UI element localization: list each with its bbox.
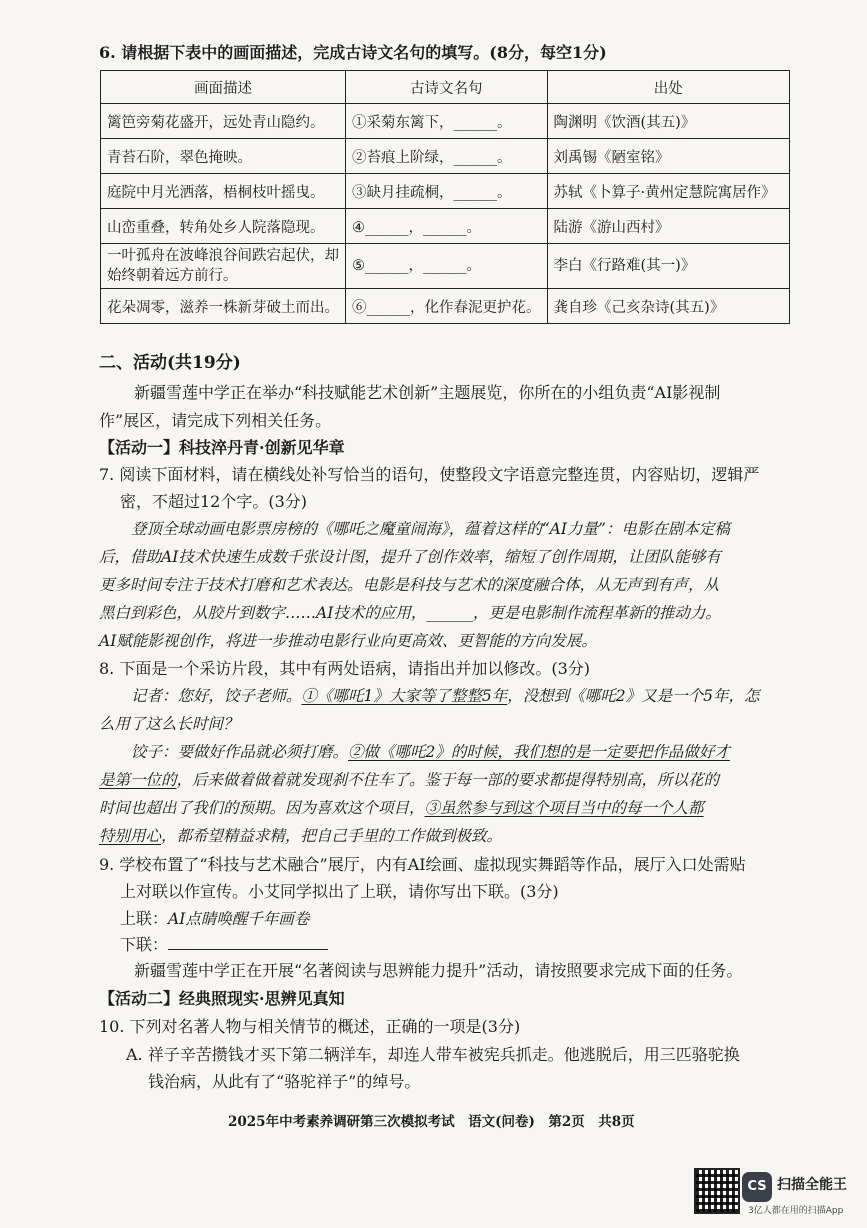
q8-dialogue: 么用了这么长时间？ xyxy=(99,715,239,733)
q8-dialogue xyxy=(131,740,730,762)
scene-cell: 山峦重叠，转角处乡人院落隐现。 xyxy=(101,209,346,244)
q7-passage: 更多时间专注于技术打磨和艺术表达。电影是科技与艺术的深度融合体，从无声到有声，从 xyxy=(99,576,720,594)
poem-cell: ①采菊东篱下，______。 xyxy=(346,104,548,139)
error-sentence-3-cont: 特别用心 xyxy=(99,827,162,845)
source-cell: 苏轼《卜算子·黄州定慧院寓居作》 xyxy=(547,174,790,209)
dialogue-text: ，都希望精益求精，把自己手里的工作做到极致。 xyxy=(161,827,503,845)
table-row xyxy=(101,174,790,209)
table-row xyxy=(101,289,790,324)
dialogue-text: 记者：您好，饺子老师。 xyxy=(131,687,302,705)
q7-title: 密，不超过12个字。(3分) xyxy=(120,492,308,511)
error-sentence-2: ②做《哪吒2》的时候，我们想的是一定要把作品做好才 xyxy=(348,743,730,761)
error-sentence-3: ③虽然参与到这个项目当中的每一个人都 xyxy=(424,799,704,817)
q8-dialogue xyxy=(99,768,719,790)
intro-text: 作”展区，请完成下列相关任务。 xyxy=(99,411,332,430)
scene-cell: 庭院中月光洒落，梧桐枝叶摇曳。 xyxy=(101,174,346,209)
scanner-name: 扫描全能王 xyxy=(777,1177,847,1193)
q10-title: 10. 下列对名著人物与相关情节的概述，正确的一项是(3分) xyxy=(99,1017,521,1036)
poem-cell: ④______，______。 xyxy=(346,209,548,244)
table-row xyxy=(101,244,790,289)
poem-cell: ⑤______，______。 xyxy=(346,244,548,289)
couplet-text: AI点睛唤醒千年画卷 xyxy=(168,910,310,928)
q7-passage: 后，借助AI技术快速生成数千张设计图，提升了创作效率，缩短了创作周期，让团队能够有 xyxy=(99,548,721,566)
q8-title: 8. 下面是一个采访片段，其中有两处语病，请指出并加以修改。(3分) xyxy=(99,659,591,678)
error-sentence-1: ①《哪吒1》大家等了整整5年 xyxy=(301,687,508,705)
answer-blank[interactable] xyxy=(168,935,328,950)
qr-code-icon xyxy=(694,1168,740,1214)
activity-heading: 【活动二】经典照现实·思辨见真知 xyxy=(99,989,345,1008)
dialogue-text: ，后来做着做着就发现刹不住车了。鉴于每一部的要求都提得特别高，所以花的 xyxy=(176,771,720,789)
q9-title: 9. 学校布置了“科技与艺术融合”展厅，内有AI绘画、虚拟现实舞蹈等作品，展厅入口处需贴 xyxy=(99,855,746,874)
poem-table xyxy=(100,70,790,324)
q7-passage: 黑白到彩色，从胶片到数字……AI技术的应用，______，更是电影制作流程革新的推动力。 xyxy=(99,604,721,622)
couplet-label: 下联： xyxy=(120,935,169,954)
dialogue-text: 时间也超出了我们的预期。因为喜欢这个项目， xyxy=(99,799,425,817)
source-cell: 陆游《游山西村》 xyxy=(547,209,790,244)
option-a: 钱治病，从此有了“骆驼祥子”的绰号。 xyxy=(148,1072,421,1091)
q7-passage: AI赋能影视创作，将进一步推动电影行业向更高效、更智能的方向发展。 xyxy=(99,632,597,650)
table-row xyxy=(101,139,790,174)
source-cell: 龚自珍《己亥杂诗(其五)》 xyxy=(547,289,790,324)
table-row xyxy=(101,104,790,139)
scene-cell: 青苔石阶，翠色掩映。 xyxy=(101,139,346,174)
intro-text: 新疆雪莲中学正在举办“科技赋能艺术创新”主题展览，你所在的小组负责“AI影视制 xyxy=(134,383,721,402)
q8-dialogue xyxy=(99,796,704,818)
q7-passage: 登顶全球动画电影票房榜的《哪吒之魔童闹海》，蕴着这样的“AI力量”：电影在剧本定稿 xyxy=(131,520,730,538)
source-cell: 刘禹锡《陋室铭》 xyxy=(547,139,790,174)
section-heading: 二、活动(共19分) xyxy=(99,353,241,373)
scene-cell: 花朵凋零，滋养一株新芽破土而出。 xyxy=(101,289,346,324)
poem-cell: ②苔痕上阶绿，______。 xyxy=(346,139,548,174)
scanner-tagline: 3亿人都在用的扫描App xyxy=(748,1206,844,1216)
table-header: 画面描述 xyxy=(101,71,346,104)
table-header: 出处 xyxy=(547,71,790,104)
scene-cell: 篱笆旁菊花盛开，远处青山隐约。 xyxy=(101,104,346,139)
q6-title: 6. 请根据下表中的画面描述，完成古诗文名句的填写。(8分，每空1分) xyxy=(99,43,607,62)
option-a: A. 祥子辛苦攒钱才买下第二辆洋车，却连人带车被宪兵抓走。他逃脱后，用三匹骆驼换 xyxy=(126,1045,740,1064)
activity-heading: 【活动一】科技淬丹青·创新见华章 xyxy=(99,438,345,457)
scene-cell: 一叶孤舟在波峰浪谷间跌宕起伏，却始终朝着远方前行。 xyxy=(101,244,346,289)
table-row xyxy=(101,209,790,244)
upper-couplet xyxy=(120,906,309,929)
q7-title: 7. 阅读下面材料，请在横线处补写恰当的语句，使整段文字语意完整连贯，内容贴切，逻辑严 xyxy=(99,465,760,484)
dialogue-text: 饺子：要做好作品就必须打磨。 xyxy=(131,743,349,761)
intro-text: 新疆雪莲中学正在开展“名著阅读与思辨能力提升”活动，请按照要求完成下面的任务。 xyxy=(134,961,743,980)
q8-dialogue xyxy=(99,824,502,846)
error-sentence-2-cont: 是第一位的 xyxy=(99,771,177,789)
dialogue-text: ，没想到《哪吒2》又是一个5年，怎 xyxy=(507,687,760,705)
lower-couplet xyxy=(120,932,328,955)
poem-cell: ⑥______，化作春泥更护花。 xyxy=(346,289,548,324)
source-cell: 李白《行路难(其一)》 xyxy=(547,244,790,289)
table-header: 古诗文名句 xyxy=(346,71,548,104)
q9-title: 上对联以作宣传。小艾同学拟出了上联，请你写出下联。(3分) xyxy=(120,882,559,901)
source-cell: 陶渊明《饮酒(其五)》 xyxy=(547,104,790,139)
poem-cell: ③缺月挂疏桐，______。 xyxy=(346,174,548,209)
q8-dialogue xyxy=(131,684,759,706)
camscanner-logo-icon: CS xyxy=(742,1172,772,1202)
page-footer: 2025年中考素养调研第三次模拟考试 语文(问卷) 第2页 共8页 xyxy=(228,1114,635,1130)
couplet-label: 上联： xyxy=(120,909,169,928)
